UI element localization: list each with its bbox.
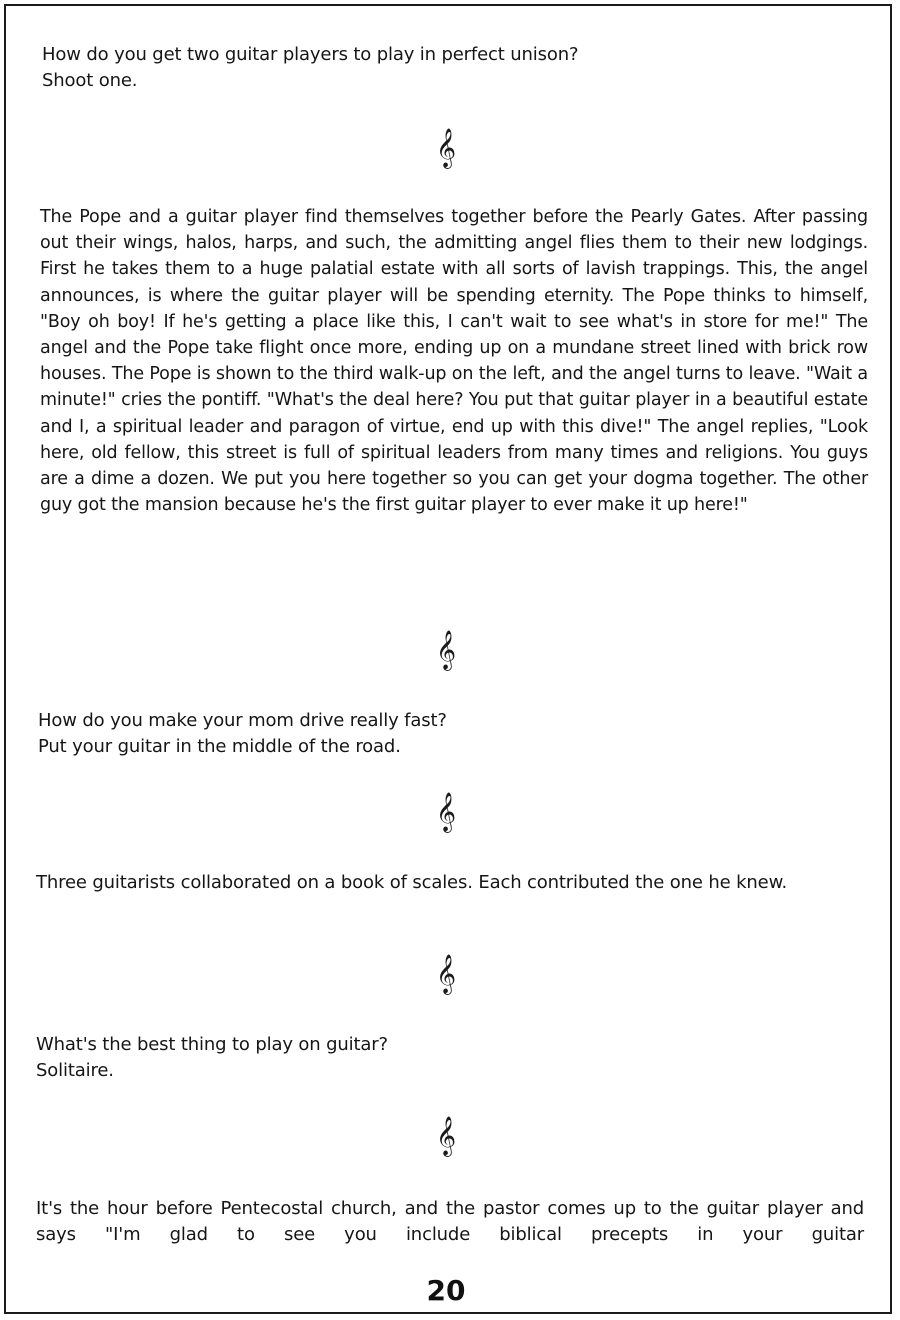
- joke-paragraph: Three guitarists collaborated on a book of scales. Each contributed the one he knew.: [36, 872, 788, 893]
- joke-paragraph: The Pope and a guitar player find themselves together before the Pearly Gates. After passing out their wings, halos, harps, and such, the admitting angel flies them to their new lodgings. First he takes them to a huge palatial estate with all sorts of lavish trappings. This, the angel announces, is where the guitar player will be spending eternity. The Pope thinks to himself, "Boy oh boy! If he's getting a place like this, I can't wait to see what's in store for me!" The angel and the Pope take flight once more, ending up on a mundane street lined with brick row houses. The Pope is shown to the third walk-up on the left, and the angel turns to leave. "Wait a minute!" cries the pontiff. "What's the deal here? You put that guitar player in a beautiful estate and I, a spiritual leader and paragon of virtue, end up with this dive!" The angel replies, "Look here, old fellow, this street is full of spiritual leaders from many times and religions. You guys are a dime a dozen. We put you here together so you can get your dogma together. The other guy got the mansion because he's the first guitar player to ever make it up here!": [40, 207, 868, 516]
- joke-question: How do you get two guitar players to play in perfect unison?: [42, 44, 579, 65]
- joke-pope: [40, 204, 868, 518]
- joke-answer: Solitaire.: [36, 1060, 114, 1081]
- joke-mom: [38, 708, 858, 760]
- treble-clef-divider-icon: 𝄞: [435, 1116, 457, 1156]
- book-page: [4, 4, 892, 1314]
- joke-unison: [42, 42, 862, 94]
- joke-answer: Shoot one.: [42, 70, 138, 91]
- joke-scales: [36, 870, 866, 896]
- joke-paragraph: It's the hour before Pentecostal church, and the pastor comes up to the guitar player and says "I'm glad to see you include biblical precepts in your guitar: [36, 1198, 864, 1245]
- joke-answer: Put your guitar in the middle of the road.: [38, 736, 401, 757]
- treble-clef-divider-icon: 𝄞: [435, 128, 457, 168]
- treble-clef-divider-icon: 𝄞: [435, 954, 457, 994]
- treble-clef-divider-icon: 𝄞: [435, 630, 457, 670]
- joke-question: What's the best thing to play on guitar?: [36, 1034, 388, 1055]
- page-number: 20: [426, 1274, 466, 1307]
- treble-clef-divider-icon: 𝄞: [435, 792, 457, 832]
- joke-question: How do you make your mom drive really fast?: [38, 710, 447, 731]
- joke-pentecostal: [36, 1196, 864, 1248]
- joke-solitaire: [36, 1032, 856, 1084]
